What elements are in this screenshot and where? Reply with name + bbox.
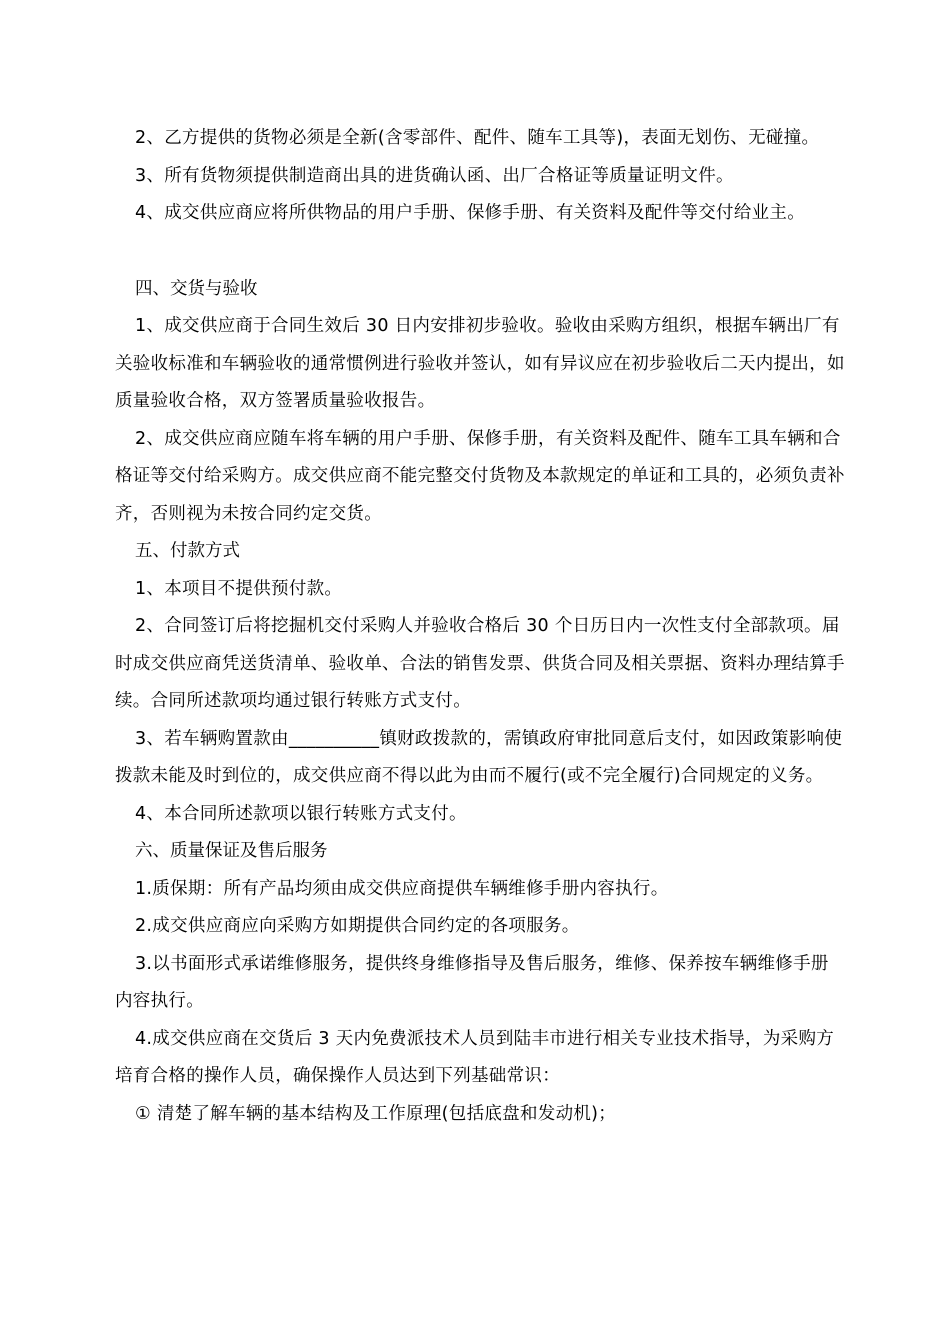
section6-item-2: 2.成交供应商应向采购方如期提供合同约定的各项服务。 [135,916,580,936]
section3-item-2: 2、乙方提供的货物必须是全新(含零部件、配件、随车工具等)，表面无划伤、无碰撞。 [135,128,820,148]
section6-item-1: 1.质保期：所有产品均须由成交供应商提供车辆维修手册内容执行。 [135,878,669,899]
section6-heading: 六、质量保证及售后服务 [135,841,328,861]
section3-item-4: 4、成交供应商应将所供物品的用户手册、保修手册、有关资料及配件等交付给业主。 [135,203,806,223]
section4-heading: 四、交货与验收 [135,278,258,299]
section-gap [115,233,845,271]
document-page [115,120,845,1133]
section6-item-4: 4.成交供应商在交货后 3 天内免费派技术人员到陆丰市进行相关专业技术指导，为采购方培育合格的操作人员，确保操作人员达到下列基础常识： [115,1028,835,1086]
section5-item-3: 3、若车辆购置款由__________镇财政拨款的，需镇政府审批同意后支付，如因政策影响使拨款未能及时到位的，成交供应商不得以此为由而不履行(或不完全履行)合同规定的义务。 [115,728,843,786]
section3-item-3: 3、所有货物须提供制造商出具的进货确认函、出厂合格证等质量证明文件。 [135,165,734,186]
section5-item-2: 2、合同签订后将挖掘机交付采购人并验收合格后 30 个日历日内一次性支付全部款项。届时成交供应商凭送货清单、验收单、合法的销售发票、供货合同及相关票据、资料办理结算手续。合同所述款项均通过银行转账方式支付。 [115,616,845,711]
section5-item-1: 1、本项目不提供预付款。 [135,578,343,599]
section5-heading: 五、付款方式 [135,541,240,561]
section6-item-5: ① 清楚了解车辆的基本结构及工作原理(包括底盘和发动机)； [135,1103,617,1124]
section4-item-1: 1、成交供应商于合同生效后 30 日内安排初步验收。验收由采购方组织，根据车辆出厂有关验收标准和车辆验收的通常惯例进行验收并签认，如有异议应在初步验收后二天内提出，如质量验收合格，双方签署质量验收报告。 [115,316,845,411]
section5-item-4: 4、本合同所述款项以银行转账方式支付。 [135,803,467,824]
section4-item-2: 2、成交供应商应随车将车辆的用户手册、保修手册，有关资料及配件、随车工具车辆和合格证等交付给采购方。成交供应商不能完整交付货物及本款规定的单证和工具的，必须负责补齐，否则视为未按合同约定交货。 [115,428,845,524]
section6-item-3: 3.以书面形式承诺维修服务，提供终身维修指导及售后服务，维修、保养按车辆维修手册内容执行。 [115,953,829,1011]
